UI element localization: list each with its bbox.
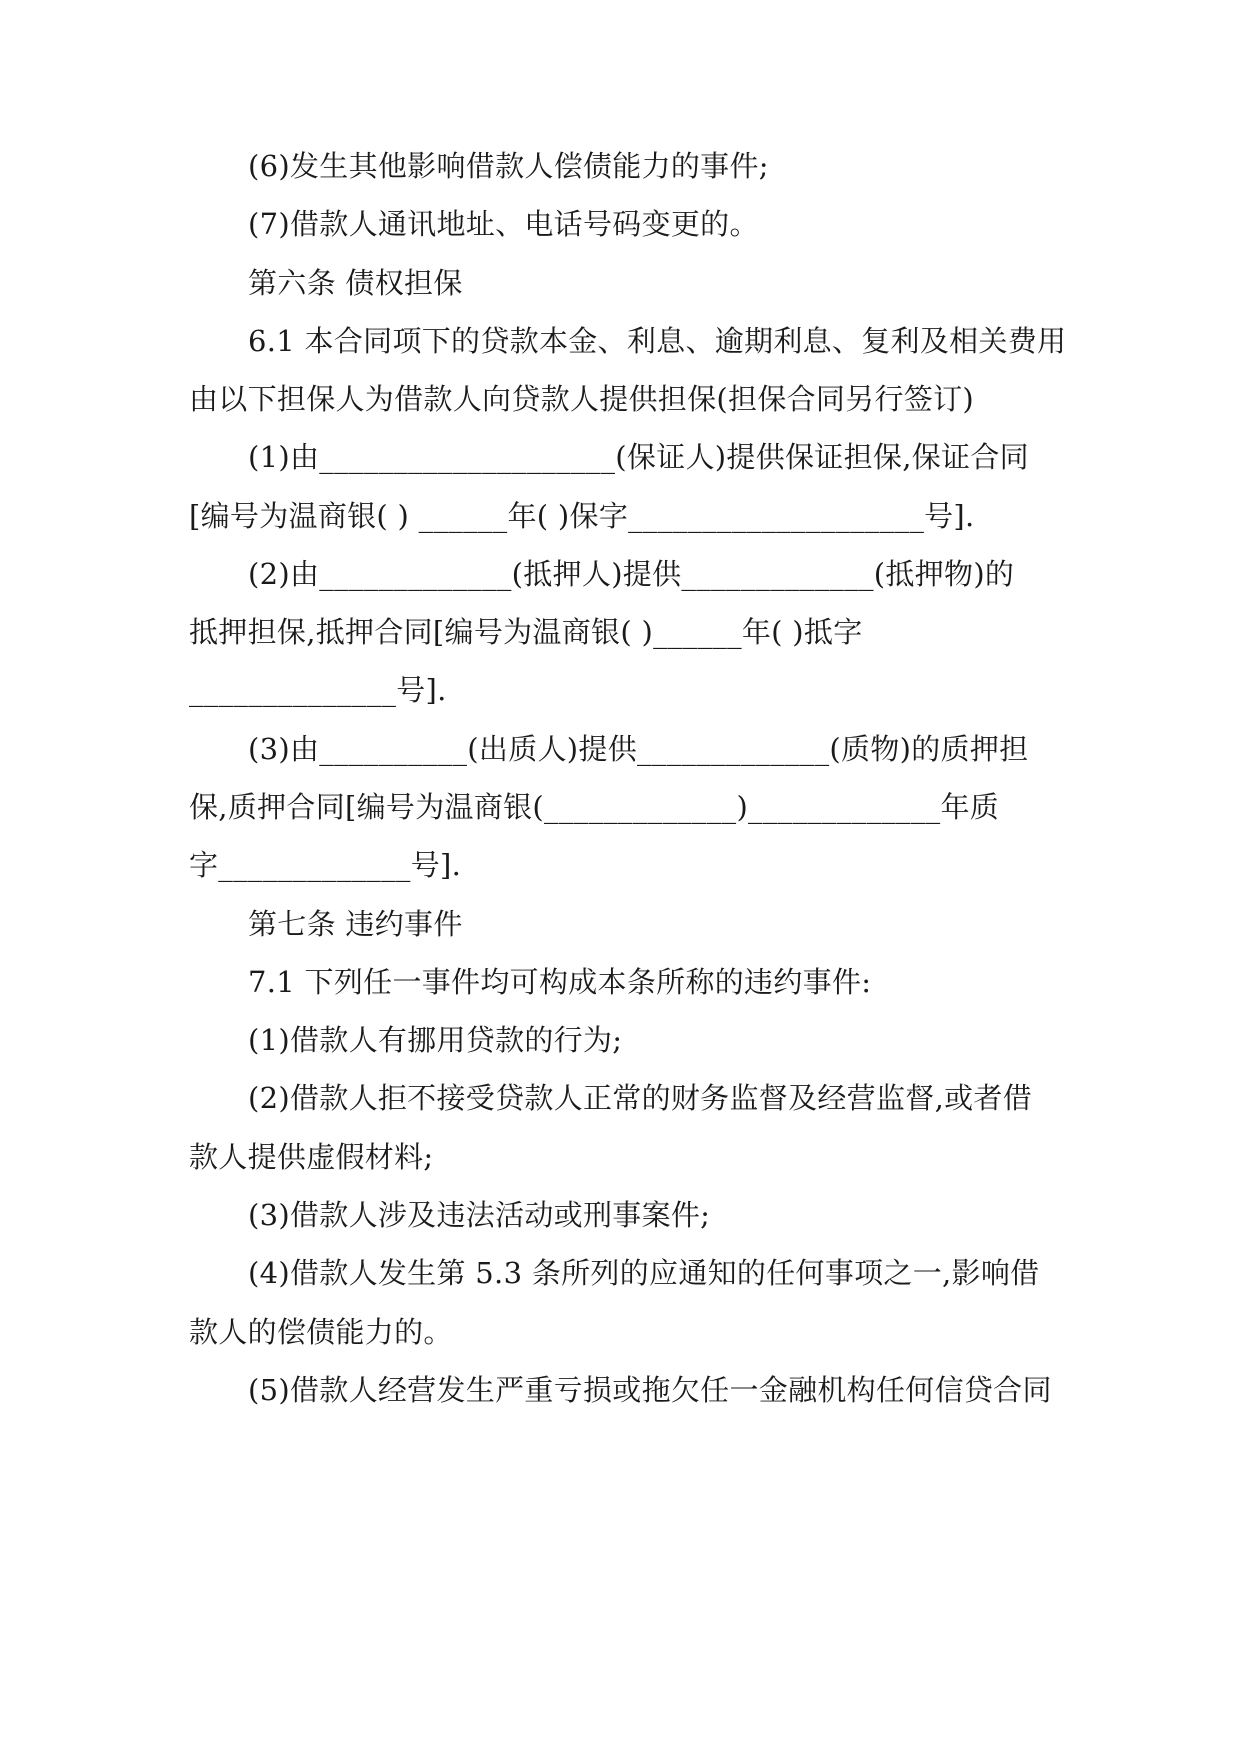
- paragraph-line: ______________号].: [189, 673, 447, 707]
- paragraph-line: 保,质押合同[编号为温商银(_____________)_____________年质: [189, 790, 1000, 824]
- section-heading: 第七条 违约事件: [248, 907, 463, 941]
- paragraph-line: 7.1 下列任一事件均可构成本条所称的违约事件:: [248, 965, 872, 999]
- paragraph-line: (7)借款人通讯地址、电话号码变更的。: [248, 207, 759, 241]
- paragraph-line: 字_____________号].: [189, 848, 462, 882]
- paragraph-line: 款人的偿债能力的。: [189, 1315, 453, 1349]
- paragraph-line: (2)由_____________(抵押人)提供_____________(抵押物)的: [248, 557, 1015, 591]
- paragraph-line: 款人提供虚假材料;: [189, 1140, 434, 1174]
- paragraph-line: (1)由____________________(保证人)提供保证担保,保证合同: [248, 440, 1029, 474]
- paragraph-line: (6)发生其他影响借款人偿债能力的事件;: [248, 149, 769, 183]
- paragraph-line: (4)借款人发生第 5.3 条所列的应通知的任何事项之一,影响借: [248, 1256, 1040, 1290]
- paragraph-line: 抵押担保,抵押合同[编号为温商银( )______年( )抵字: [189, 615, 863, 649]
- paragraph-line: 由以下担保人为借款人向贷款人提供担保(担保合同另行签订): [189, 382, 975, 416]
- paragraph-line: [编号为温商银( ) ______年( )保字____________________号].: [189, 499, 975, 533]
- paragraph-line: 6.1 本合同项下的贷款本金、利息、逾期利息、复利及相关费用: [248, 324, 1067, 358]
- section-heading: 第六条 债权担保: [248, 266, 463, 300]
- paragraph-line: (3)由__________(出质人)提供_____________(质物)的质押担: [248, 732, 1029, 766]
- paragraph-line: (5)借款人经营发生严重亏损或拖欠任一金融机构任何信贷合同: [248, 1373, 1052, 1407]
- paragraph-line: (1)借款人有挪用贷款的行为;: [248, 1023, 623, 1057]
- paragraph-line: (3)借款人涉及违法活动或刑事案件;: [248, 1198, 711, 1232]
- paragraph-line: (2)借款人拒不接受贷款人正常的财务监督及经营监督,或者借: [248, 1081, 1032, 1115]
